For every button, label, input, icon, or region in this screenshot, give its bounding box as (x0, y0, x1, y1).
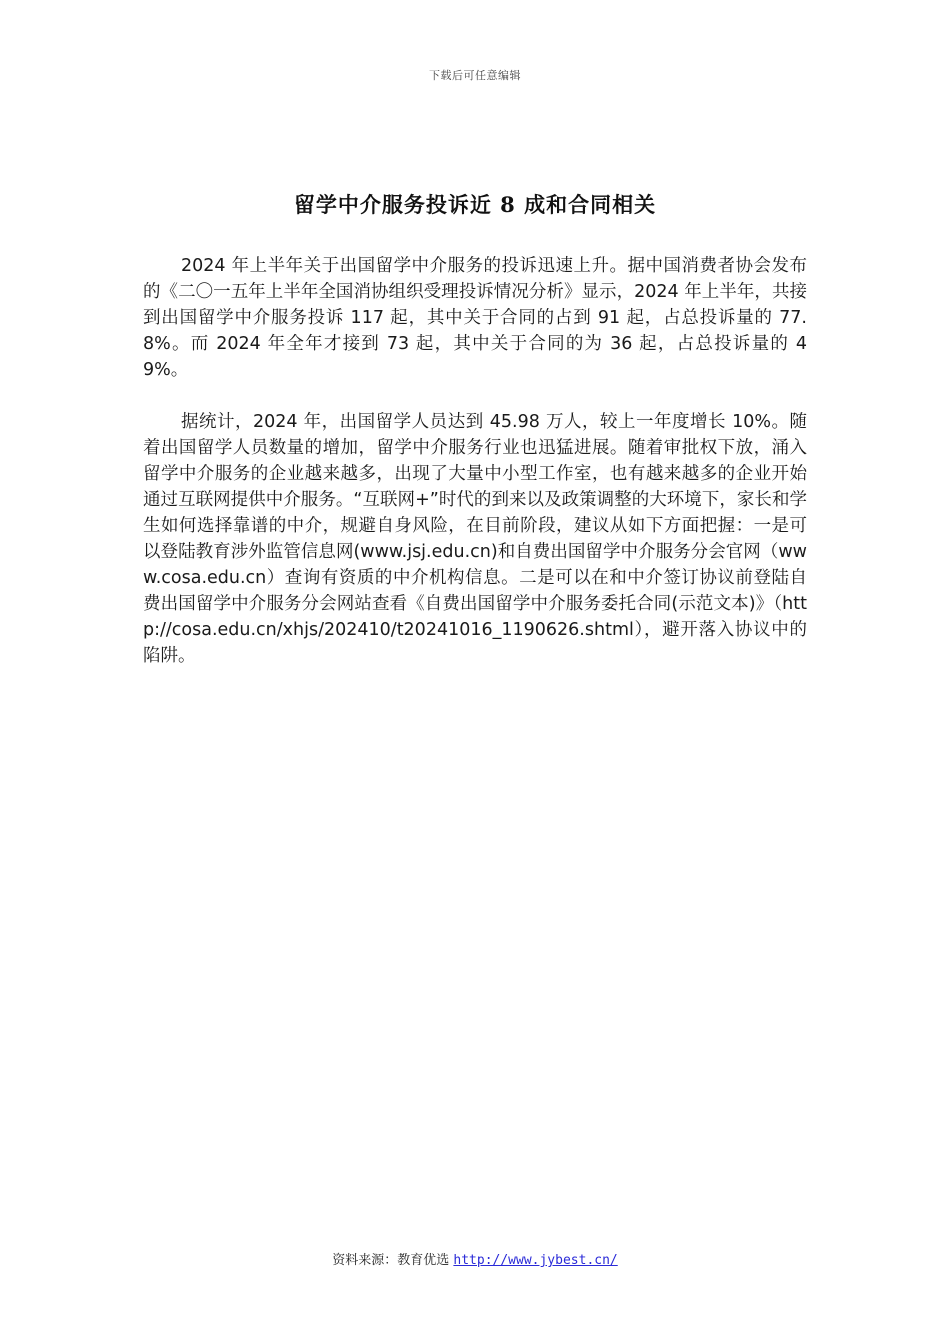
footer (0, 1249, 950, 1268)
paragraph-1: 2024 年上半年关于出国留学中介服务的投诉迅速上升。据中国消费者协会发布的《二〇一五年上半年全国消协组织受理投诉情况分析》显示，2024 年上半年，共接到出国留学中介服务投诉 117 起，其中关于合同的占到 91 起，占总投诉量的 77.8%。而 2024 年全年才接到 73 起，其中关于合同的为 36 起，占总投诉量的 49%。 (143, 256, 807, 380)
header-note: 下载后可任意编辑 (429, 69, 521, 82)
document-title: 留学中介服务投诉近 8 成和合同相关 (293, 192, 657, 217)
footer-source-label: 资料来源：教育优选 (332, 1253, 450, 1268)
paragraph-2: 据统计，2024 年，出国留学人员达到 45.98 万人，较上一年度增长 10%。随着出国留学人员数量的增加，留学中介服务行业也迅猛进展。随着审批权下放，涌入留学中介服务的企业越来越多，出现了大量中小型工作室，也有越来越多的企业开始通过互联网提供中介服务。“互联网+”时代的到来以及政策调整的大环境下，家长和学生如何选择靠谱的中介，规避自身风险，在目前阶段，建议从如下方面把握：一是可以登陆教育涉外监管信息网(www.jsj.edu.cn)和自费出国留学中介服务分会官网（www.cosa.edu.cn）查询有资质的中介机构信息。二是可以在和中介签订协议前登陆自费出国留学中介服务分会网站查看《自费出国留学中介服务委托合同(示范文本)》（http://cosa.edu.cn/xhjs/202410/t20241016_1190626.shtml），避开落入协议中的陷阱。 (143, 412, 807, 666)
footer-link[interactable]: http://www.jybest.cn/ (453, 1253, 618, 1268)
document-body (143, 253, 807, 695)
